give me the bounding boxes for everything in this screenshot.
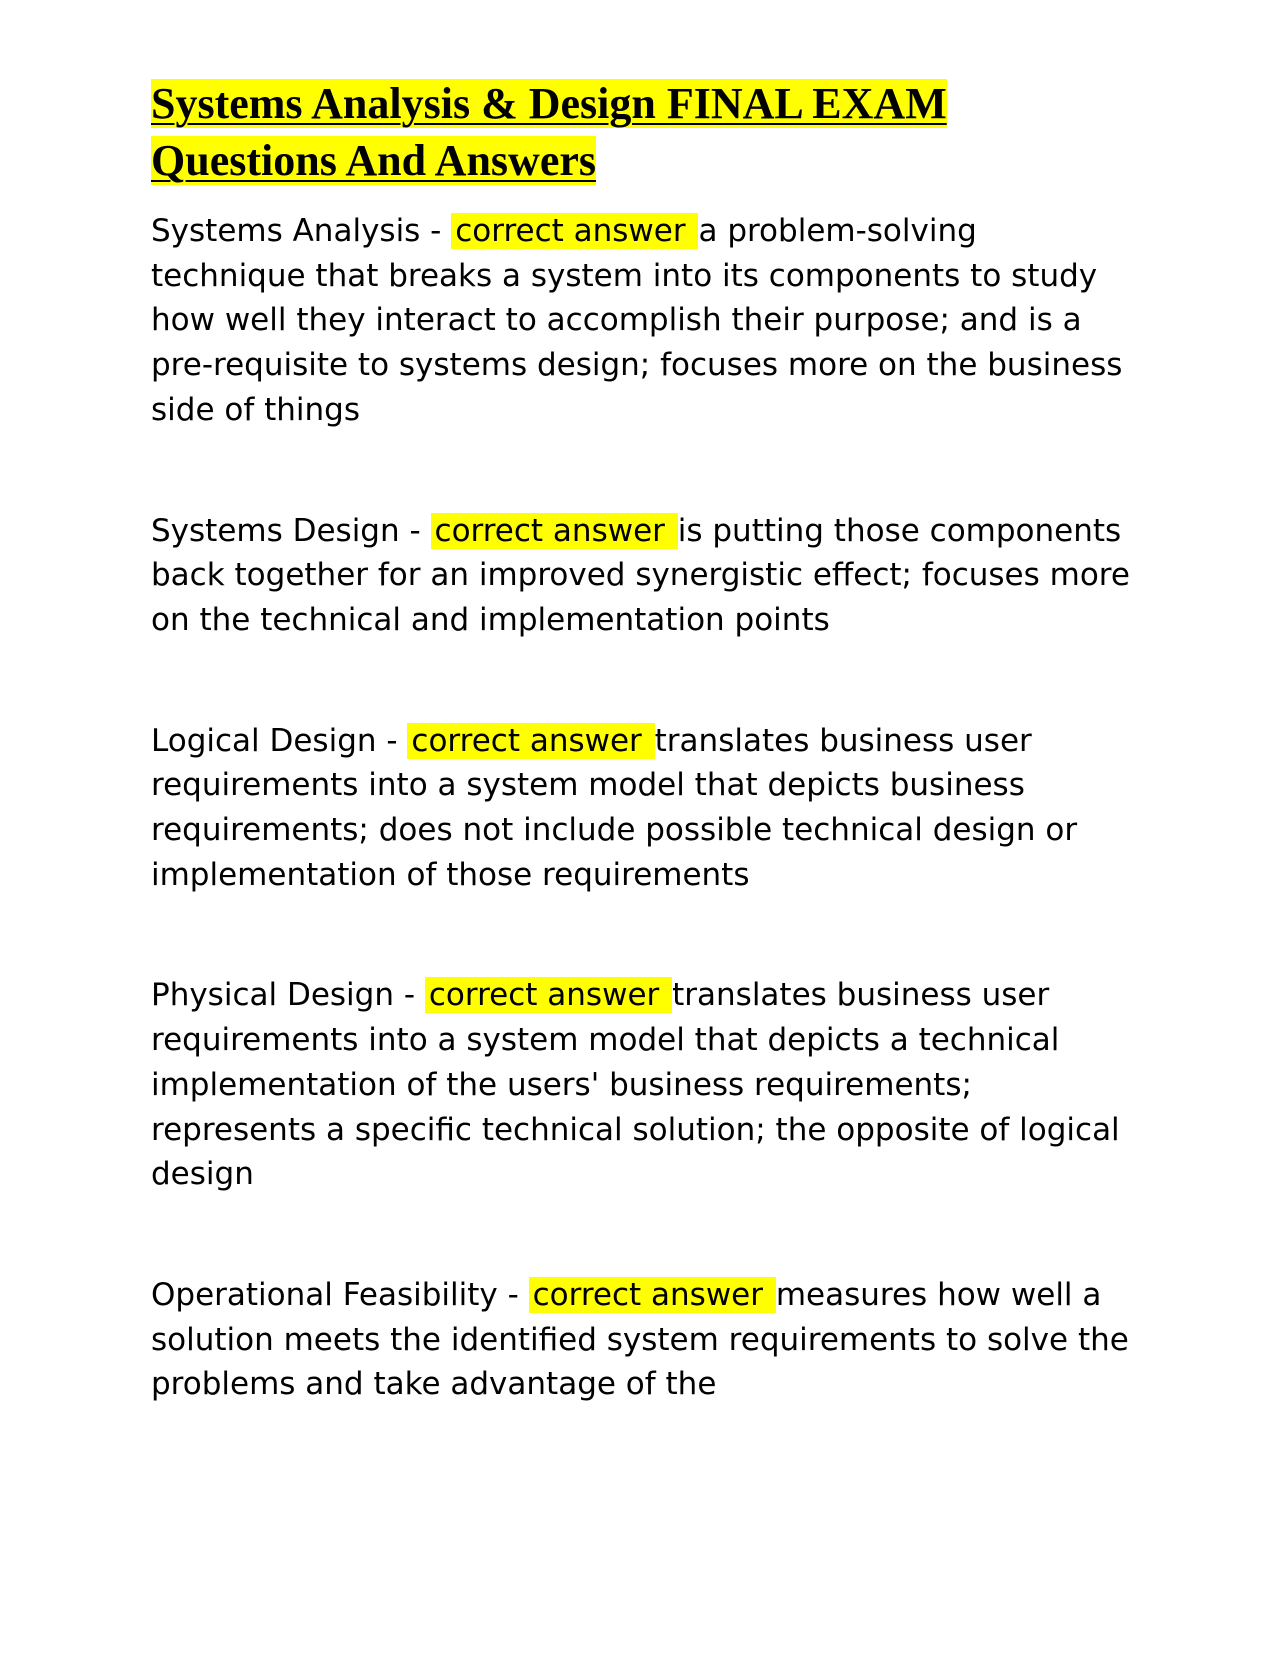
qa-entry-physical-design	[151, 973, 1131, 1197]
document-page	[151, 75, 1131, 1407]
entry-definition: a problem-solving technique that breaks a system into its components to study how well they interact to accomplish their purpose; and is a pre-requisite to systems design; focuses more on the business side of things	[151, 213, 1123, 428]
qa-entry-operational-feasibility	[151, 1273, 1131, 1407]
correct-answer-highlight: correct answer	[425, 977, 672, 1013]
qa-entry-logical-design	[151, 719, 1131, 898]
correct-answer-highlight: correct answer	[407, 723, 654, 759]
correct-answer-highlight: correct answer	[451, 213, 698, 249]
entry-definition: translates business user requirements into a system model that depicts business requirements; does not include possible technical design or implementation of those requirements	[151, 722, 1078, 893]
entry-term: Operational Feasibility -	[151, 1276, 529, 1313]
entry-term: Logical Design -	[151, 722, 408, 759]
document-title	[151, 75, 1131, 189]
entry-term: Physical Design -	[151, 977, 425, 1014]
qa-entry-systems-design	[151, 509, 1131, 643]
entry-definition: is putting those components back together for an improved synergistic effect; focuses more on the technical and implementation points	[151, 512, 1130, 638]
title-line-2: Questions And Answers	[151, 136, 597, 185]
correct-answer-highlight: correct answer	[431, 513, 678, 549]
qa-entry-systems-analysis	[151, 209, 1131, 433]
entry-term: Systems Design -	[151, 512, 431, 549]
title-line-1: Systems Analysis & Design FINAL EXAM	[151, 79, 947, 128]
entry-definition: measures how well a solution meets the identified system requirements to solve the problems and take advantage of the	[151, 1276, 1129, 1403]
entry-definition: translates business user requirements into a system model that depicts a technical implementation of the users' business requirements; represents a specific technical solution; the opposite of logical design	[151, 977, 1120, 1193]
correct-answer-highlight: correct answer	[529, 1277, 776, 1313]
entry-term: Systems Analysis -	[151, 213, 452, 249]
